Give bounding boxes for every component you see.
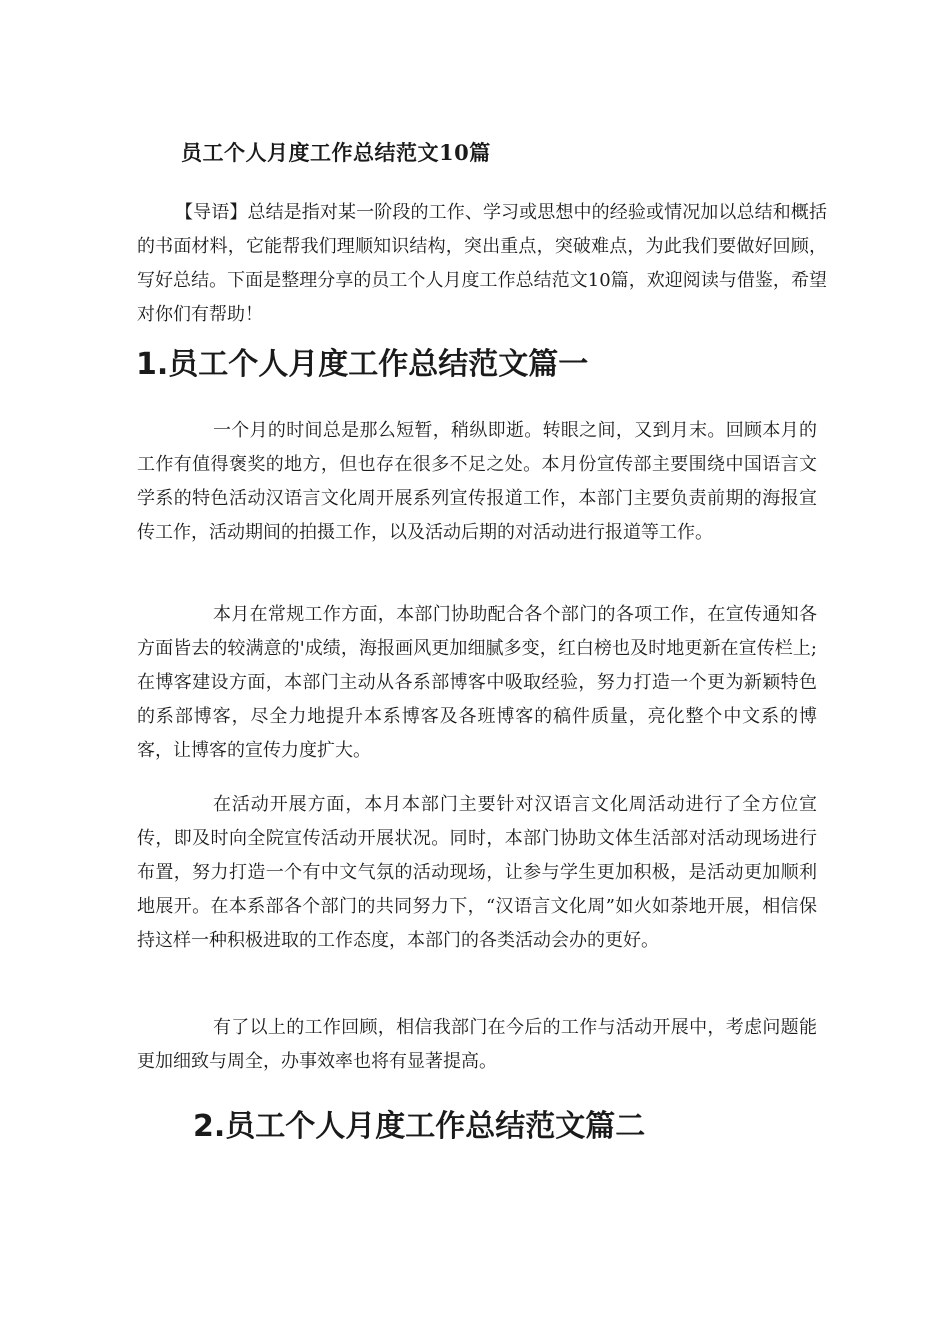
document-title: 员工个人月度工作总结范文10篇 bbox=[181, 140, 491, 165]
section-heading-1: 1.员工个人月度工作总结范文篇一 bbox=[136, 347, 589, 382]
section-1-paragraph-2: 本月在常规工作方面，本部门协助配合各个部门的各项工作，在宣传通知各方面皆去的较满意的'成绩，海报画风更加细腻多变，红白榜也及时地更新在宣传栏上;在博客建设方面，本部门主动从各系部博客中吸取经验，努力打造一个更为新颖特色的系部博客，尽全力地提升本系博客及各班博客的稿件质量，亮化整个中文系的博客，让博客的宣传力度扩大。 bbox=[137, 604, 817, 761]
section-1-paragraph-4: 有了以上的工作回顾，相信我部门在今后的工作与活动开展中，考虑问题能更加细致与周全，办事效率也将有显著提高。 bbox=[137, 1017, 817, 1072]
section-heading-2: 2.员工个人月度工作总结范文篇二 bbox=[193, 1109, 646, 1144]
section-1-paragraph-3: 在活动开展方面，本月本部门主要针对汉语言文化周活动进行了全方位宣传，即及时向全院宣传活动开展状况。同时，本部门协助文体生活部对活动现场进行布置，努力打造一个有中文气氛的活动现场，让参与学生更加积极，是活动更加顺利地展开。在本系部各个部门的共同努力下，“汉语言文化周”如火如荼地开展，相信保持这样一种积极进取的工作态度，本部门的各类活动会办的更好。 bbox=[137, 794, 817, 951]
intro-paragraph: 【导语】总结是指对某一阶段的工作、学习或思想中的经验或情况加以总结和概括的书面材料，它能帮我们理顺知识结构，突出重点，突破难点，为此我们要做好回顾，写好总结。下面是整理分享的员工个人月度工作总结范文10篇，欢迎阅读与借鉴，希望对你们有帮助！ bbox=[137, 202, 827, 325]
section-1-paragraph-1: 一个月的时间总是那么短暂，稍纵即逝。转眼之间，又到月末。回顾本月的工作有值得褒奖的地方，但也存在很多不足之处。本月份宣传部主要围绕中国语言文学系的特色活动汉语言文化周开展系列宣传报道工作，本部门主要负责前期的海报宣传工作，活动期间的拍摄工作，以及活动后期的对活动进行报道等工作。 bbox=[137, 420, 817, 543]
